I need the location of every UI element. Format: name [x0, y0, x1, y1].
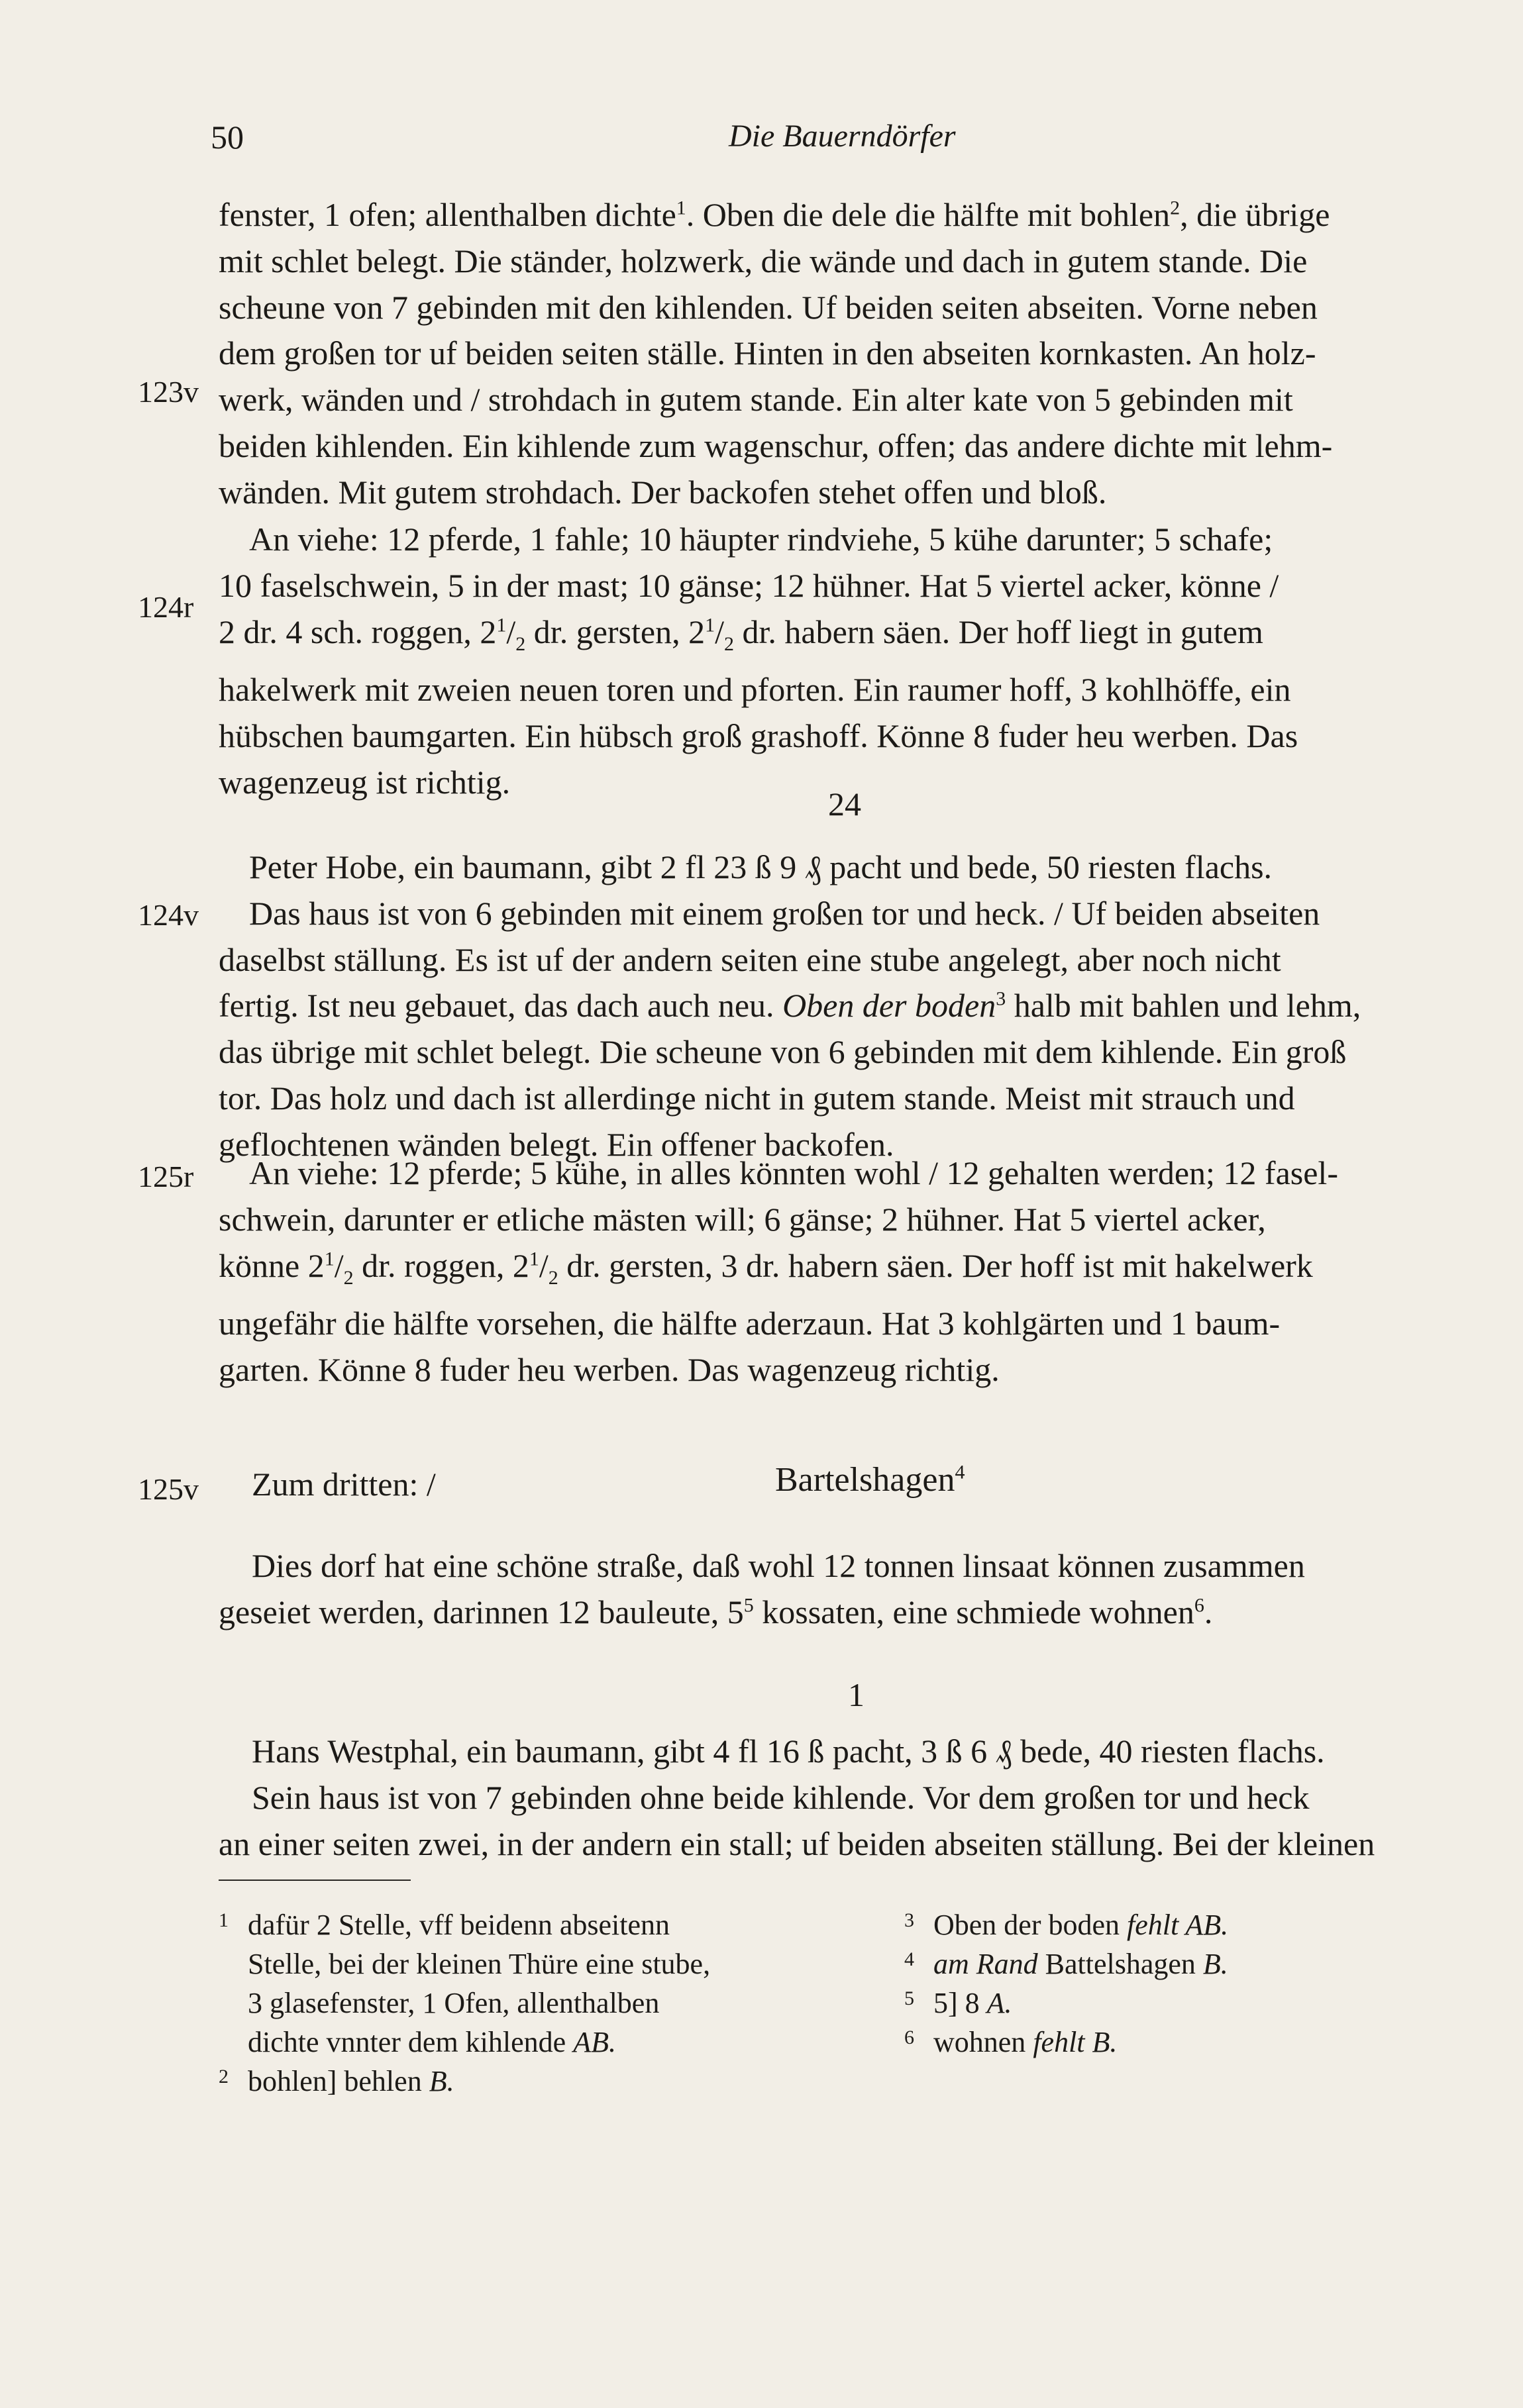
text-line: wagenzeug ist richtig.	[219, 763, 511, 801]
running-title: Die Bauerndörfer	[729, 119, 956, 154]
text-line: garten. Könne 8 fuder heu werben. Das wagenzeug richtig.	[219, 1351, 1000, 1389]
text-line: Peter Hobe, ein baumann, gibt 2 fl 23 ß 9 ₰ pacht und bede, 50 riesten flachs.	[249, 848, 1273, 885]
text-line: schwein, darunter er etliche mästen will; 6 gänse; 2 hühner. Hat 5 viertel acker,	[219, 1200, 1266, 1238]
text-line: 2 dr. 4 sch. roggen, $2^1/_2$ dr. gersten, $2^1/_2$ dr. habern säen. Der hoff liegt in gutem	[219, 613, 1263, 655]
text-line: 10 faselschwein, 5 in der mast; 10 gänse; 12 hühner. Hat 5 viertel acker, könne /	[219, 566, 1279, 604]
footnote-1: 1 dafür 2 Stelle, vff beidenn abseitenn Stelle, bei der kleinen Thüre eine stube, 3 glasefenster, 1 Ofen, allenthalben dichte vnnter dem kihlende AB.	[219, 1909, 711, 2058]
page-number: 50	[211, 119, 244, 156]
paragraph-peter-hobe	[219, 844, 1491, 1168]
text-line: daselbst ställung. Es ist uf der andern seiten eine stube angelegt, aber noch nicht	[219, 940, 1281, 978]
text-line: geseiet werden, darinnen 12 bauleute, $5^5$ kossaten, eine schmiede wohnen$^6$.	[219, 1593, 1213, 1630]
paragraph-farm-buildings	[219, 192, 1491, 516]
heading-prefix: Zum dritten: /	[252, 1466, 436, 1503]
paragraph-livestock-2	[219, 1150, 1491, 1393]
margin-ref-125r: 125r	[138, 1160, 194, 1193]
margin-ref-123v: 123v	[138, 375, 199, 409]
village-heading: Bartelshagen$^4$	[775, 1461, 965, 1499]
text-line: Das haus ist von 6 gebinden mit einem großen tor und heck. / Uf beiden abseiten	[249, 894, 1320, 932]
text-line: das übrige mit schlet belegt. Die scheune von 6 gebinden mit dem kihlende. Ein groß	[219, 1033, 1347, 1071]
text-line: beiden kihlenden. Ein kihlende zum wagenschur, offen; das andere dichte mit lehm-	[219, 426, 1333, 464]
footnote-6: 6 wohnen fehlt B.	[904, 2026, 1118, 2058]
text-line: fertig. Ist neu gebauet, das dach auch neu. Oben der boden$^3$ halb mit bahlen und lehm,	[219, 987, 1361, 1025]
text-line: könne $2^1/_2$ dr. roggen, $2^1/_2$ dr. gersten, 3 dr. habern säen. Der hoff ist mit hakelwerk	[219, 1246, 1313, 1289]
entry-number-1: 1	[848, 1676, 865, 1713]
footnote-rule	[219, 1880, 411, 1881]
margin-ref-124v: 124v	[138, 898, 199, 932]
entry-number-24: 24	[828, 785, 861, 823]
text-line: tor. Das holz und dach ist allerdinge nicht in gutem stande. Meist mit strauch und	[219, 1079, 1295, 1117]
text-line: werk, wänden und / strohdach in gutem stande. Ein alter kate von 5 gebinden mit	[219, 381, 1293, 419]
text-line: fenster, 1 ofen; allenthalben dichte$^1$. Oben die dele die hälfte mit bohlen$^2$, die übrige	[219, 196, 1330, 233]
text-line: geflochtenen wänden belegt. Ein offener backofen.	[219, 1125, 894, 1163]
text-line: an einer seiten zwei, in der andern ein stall; uf beiden abseiten ställung. Bei der kleinen	[219, 1825, 1375, 1862]
text-line: hübschen baumgarten. Ein hübsch groß grashoff. Könne 8 fuder heu werben. Das	[219, 717, 1298, 755]
text-line: mit schlet belegt. Die ständer, holzwerk, die wände und dach in gutem stande. Die	[219, 242, 1308, 279]
footnote-3: 3 Oben der boden fehlt AB.	[904, 1909, 1229, 1941]
text-line: Hans Westphal, ein baumann, gibt 4 fl 16 ß pacht, 3 ß 6 ₰ bede, 40 riesten flachs.	[252, 1732, 1325, 1770]
footnote-5: 5 5] 8 A.	[904, 1987, 1012, 2019]
text-line: scheune von 7 gebinden mit den kihlenden. Uf beiden seiten abseiten. Vorne neben	[219, 288, 1318, 326]
text-line: An viehe: 12 pferde, 1 fahle; 10 häupter rindviehe, 5 kühe darunter; 5 schafe;	[249, 521, 1273, 558]
footnote-2: 2 bohlen] behlen B.	[219, 2065, 454, 2097]
paragraph-hans-westphal	[219, 1729, 1491, 1867]
footnote-4: 4 am Rand Battelshagen B.	[904, 1948, 1228, 1980]
text-line: ungefähr die hälfte vorsehen, die hälfte aderzaun. Hat 3 kohlgärten und 1 baum-	[219, 1305, 1281, 1342]
margin-ref-124r: 124r	[138, 590, 194, 624]
paragraph-livestock	[219, 517, 1491, 806]
text-line: An viehe: 12 pferde; 5 kühe, in alles könnten wohl / 12 gehalten werden; 12 fasel-	[249, 1154, 1338, 1191]
text-line: Sein haus ist von 7 gebinden ohne beide kihlende. Vor dem großen tor und heck	[252, 1778, 1310, 1816]
text-line: dem großen tor uf beiden seiten ställe. Hinten in den abseiten kornkasten. An holz-	[219, 334, 1316, 372]
text-line: hakelwerk mit zweien neuen toren und pforten. Ein raumer hoff, 3 kohlhöffe, ein	[219, 671, 1291, 709]
text-line: Dies dorf hat eine schöne straße, daß wohl 12 tonnen linsaat können zusammen	[252, 1547, 1305, 1584]
paragraph-village-description	[219, 1543, 1491, 1636]
margin-ref-125v: 125v	[138, 1472, 199, 1506]
text-line: wänden. Mit gutem strohdach. Der backofen stehet offen und bloß.	[219, 473, 1107, 511]
